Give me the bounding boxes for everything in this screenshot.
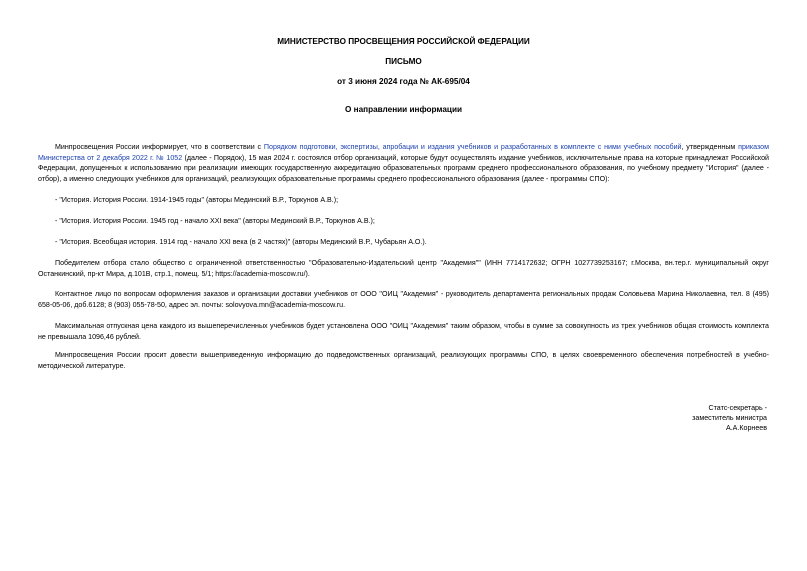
paragraph-request: Минпросвещения России просит довести вышеприведенную информацию до подведомственных организаций, реализующих программы СПО, в целях своевременного обеспечения потребностей в учебно-методической литературе. [38, 351, 769, 370]
paragraph-intro [38, 142, 769, 184]
intro-text-1: Минпросвещения России информирует, что в соответствии с [55, 143, 264, 151]
signature-position-2: заместитель министра [692, 414, 767, 423]
document-subject: О направлении информации [344, 105, 463, 114]
order-link[interactable]: приказом Министерства от 2 декабря 2022 г. № 1052 [38, 143, 769, 162]
intro-text-2: , утвержденным [681, 143, 739, 151]
signature-block [567, 403, 767, 434]
signature-position-1: Статс-секретарь - [708, 404, 767, 412]
procedure-link[interactable]: Порядком подготовки, экспертизы, апробации и издания учебников и разработанных в комплекте с ними учебных пособий [263, 143, 682, 151]
list-item: - "История. История России. 1914-1945 годы" (авторы Мединский В.Р., Торкунов А.В.); [55, 196, 339, 204]
paragraph-contact: Контактное лицо по вопросам оформления заказов и организации доставки учебников от ООО "ОИЦ "Академия" - руководитель департамента региональных продаж Соловьева Марина Николаевна, тел. 8 (495) 658-05-06, доб.6128; 8 (903) 055-78-50, адрес эл. почты: solovyova.mn@academia-moscow.ru. [38, 290, 769, 309]
signature-name: А.А.Корнеев [725, 424, 767, 433]
intro-text-3: (далее - Порядок), 15 мая 2024 г. состоялся отбор организаций, которые будут осуществлять издание учебников, исключительные права на которые принадлежат Российской Федерации, допущенных к использованию при реализации имеющих государственную аккредитацию образовательных программ среднего профессионального образования, по учебному предмету "История" (далее - отбор), а именно следующих учебников для организаций, реализующих образовательные программы среднего профессионального образования (далее - программы СПО): [38, 153, 769, 183]
list-item: - "История. История России. 1945 год - начало XXI века" (авторы Мединский В.Р., Торкунов А.В.); [55, 217, 375, 225]
document-type: ПИСЬМО [385, 57, 422, 66]
ministry-title: МИНИСТЕРСТВО ПРОСВЕЩЕНИЯ РОССИЙСКОЙ ФЕДЕРАЦИИ [277, 37, 530, 46]
paragraph-winner: Победителем отбора стало общество с ограниченной ответственностью "Образовательно-Издательский центр "Академия"" (ИНН 7714172632; ОГРН 1027739253167; г.Москва, вн.тер.г. муниципальный округ Останкинский, пр-кт Мира, д.101В, стр.1, помещ. 5/1; https://academia-moscow.ru/). [38, 259, 769, 278]
date-number: от 3 июня 2024 года № АК-695/04 [337, 77, 470, 86]
list-item: - "История. Всеобщая история. 1914 год - начало XXI века (в 2 частях)" (авторы Мединский В.Р., Чубарьян А.О.). [55, 238, 427, 246]
paragraph-price: Максимальная отпускная цена каждого из вышеперечисленных учебников будет установлена ООО "ОИЦ "Академия" таким образом, чтобы в сумме за совокупность из трех учебников общая стоимость комплекта не превышала 1096,46 рублей. [38, 322, 769, 341]
